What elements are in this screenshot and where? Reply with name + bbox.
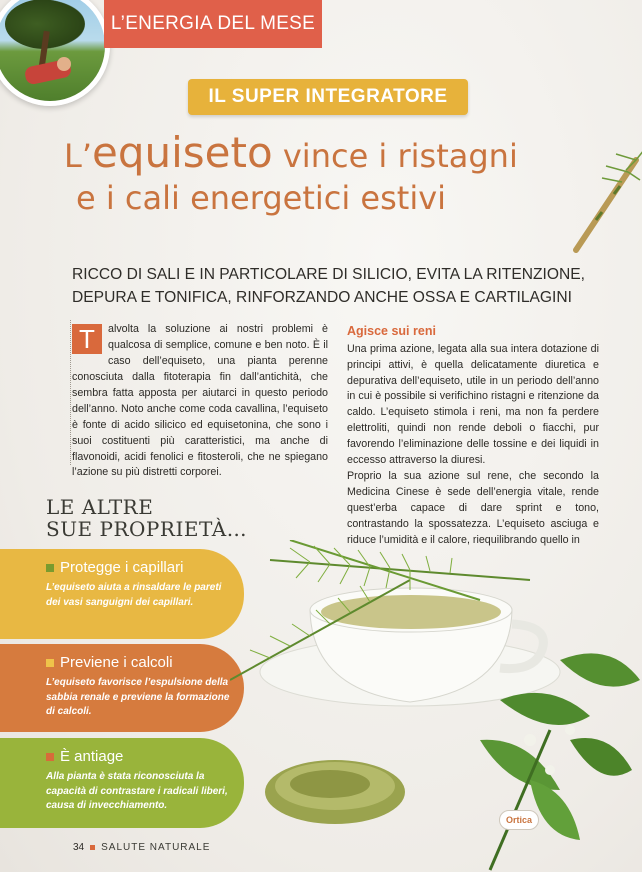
category-banner (188, 79, 468, 115)
right-paragraph-1: Una prima azione, legata alla sua intera dotazione di principi attivi, è quella delicatamente diuretica e depurativa dell’equiseto, utile in un periodo dell’anno in cui è possibile si verifichino ristagni e ritenzione da caldo. L’equiseto stimola i reni, ma non fa perdere elettroliti, quindi non rende deboli o fiacchi, pur favorendo l’eliminazione delle tossine e dei liquidi in eccesso attraverso la diuresi. (347, 342, 599, 467)
property-title: È antiage (60, 748, 124, 765)
property-title: Protegge i capillari (60, 559, 184, 576)
section-header (104, 0, 322, 48)
right-column (347, 322, 599, 549)
right-paragraph-2: Proprio la sua azione sul rene, che secondo la Medicina Cinese è sede dell’energia vitale, rende quest’erba capace di dare sprint e tono, contrastando la spossatezza. L’equiseto asciuga e riduce l’umidità e il calore, riequilibrando quello in (347, 470, 599, 546)
page-number: 34 (73, 842, 85, 853)
title-line2: e i cali energetici estivi (76, 179, 447, 218)
subtitle-line2: DEPURA E TONIFICA, RINFORZANDO ANCHE OSSA E CARTILAGINI (72, 288, 572, 306)
bullet-square-icon (46, 659, 54, 667)
title-highlight: equiseto (92, 128, 273, 177)
intro-paragraph (72, 322, 328, 481)
drop-cap: T (72, 324, 102, 354)
properties-heading-line1: LE ALTRE (46, 495, 154, 519)
bullet-square-icon (46, 564, 54, 572)
footer-square-icon (90, 845, 95, 850)
horsetail-stem-illustration (566, 150, 642, 260)
title-rest-line1: vince i ristagni (272, 137, 518, 175)
property-title: Previene i calcoli (60, 654, 173, 671)
intro-divider (70, 320, 71, 465)
property-card-calcoli (0, 644, 244, 732)
intro-text: alvolta la soluzione ai nostri problemi è qualcosa di semplice, comune e ben noto. È il caso dell’equiseto, una pianta perenne conosciuta dalla fitoterapia fin dall’antichità, che sembra fatta apposta per aiutarci in questo periodo dell’anno. Noto anche come coda cavallina, l’equiseto è fonte di acido silicico ed equisetonina, che sono i suoi costituenti più caratteristici, ma anche di flavonoidi, acidi fenolici e fitosteroli, che ne spiegano l’azione su più distretti corporei. (72, 323, 328, 479)
property-text: Alla pianta è stata riconosciuta la capacità di contrastare i radicali liberi, causa di invecchiamento. (46, 771, 228, 811)
header-photo (0, 0, 110, 106)
properties-heading (46, 496, 247, 541)
page-footer (73, 842, 210, 853)
section-heading-reni: Agisce sui reni (347, 324, 436, 338)
bullet-square-icon (46, 753, 54, 761)
property-text: L’equiseto aiuta a rinsaldare le pareti dei vasi sanguigni dei capillari. (46, 582, 222, 608)
photo-label-badge (499, 810, 539, 830)
banner-label: IL SUPER INTEGRATORE (208, 86, 448, 107)
properties-heading-line2: SUE PROPRIETÀ… (46, 517, 248, 542)
photo-label: Ortica (505, 815, 532, 825)
article-title (64, 128, 624, 220)
section-title: L’ENERGIA DEL MESE (110, 13, 316, 34)
herbal-tea-illustration (230, 540, 642, 872)
property-card-antiage (0, 738, 244, 828)
subtitle-line1: RICCO DI SALI E IN PARTICOLARE DI SILICIO, EVITA LA RITENZIONE, (72, 266, 585, 283)
article-subtitle (72, 264, 612, 309)
title-prefix: L’ (64, 137, 92, 175)
property-card-capillari (0, 549, 244, 639)
property-text: L’equiseto favorisce l’espulsione della sabbia renale e previene la formazione di calcoli. (46, 677, 230, 717)
magazine-name: SALUTE NATURALE (101, 842, 211, 853)
